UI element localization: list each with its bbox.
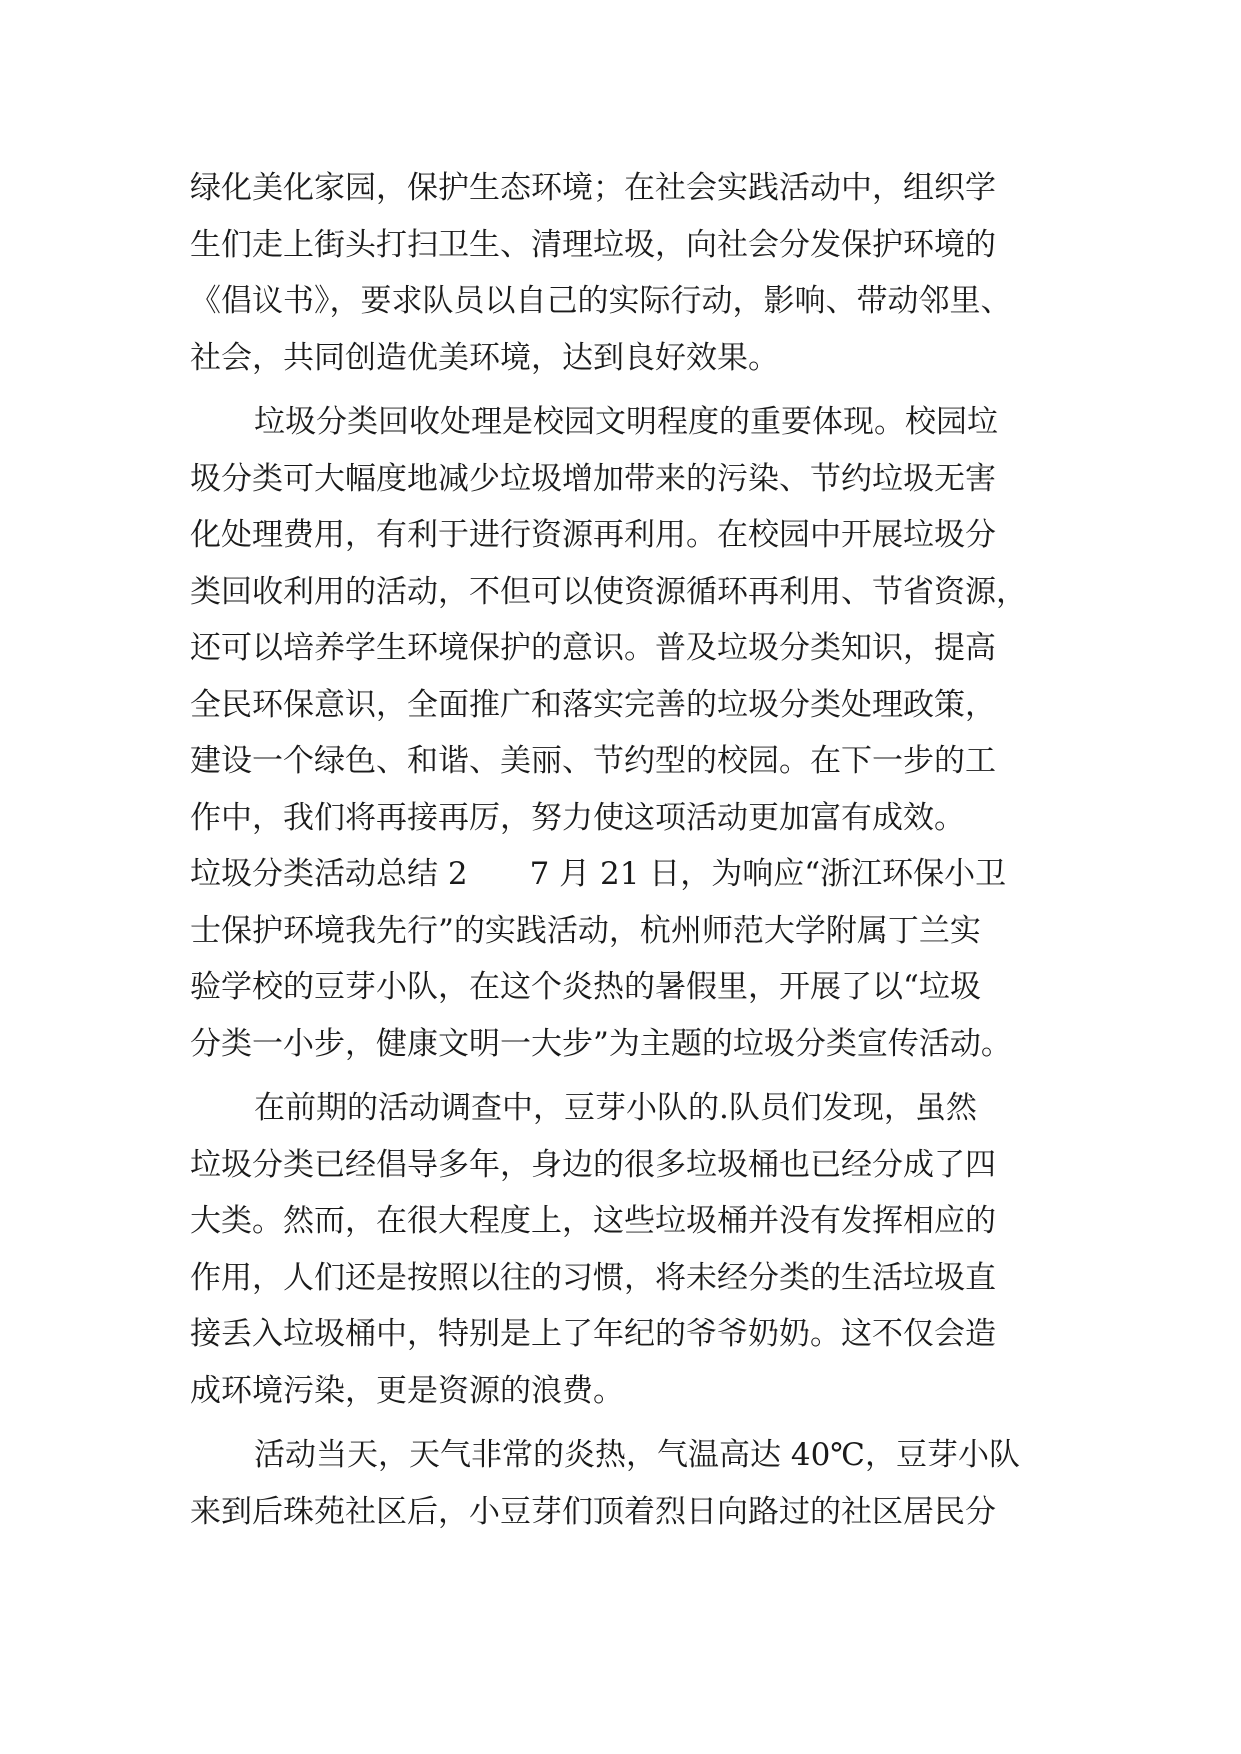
section-heading-line: 垃圾分类活动总结 2 7 月 21 日，为响应“浙江环保小卫 <box>190 856 1007 892</box>
text-line: 化处理费用，有利于进行资源再利用。在校园中开展垃圾分 <box>190 517 996 553</box>
text-line: 还可以培养学生环境保护的意识。普及垃圾分类知识，提高 <box>190 630 996 666</box>
text-line: 作用，人们还是按照以往的习惯，将未经分类的生活垃圾直 <box>190 1259 996 1296</box>
text-line: 《倡议书》，要求队员以自己的实际行动，影响、带动邻里、 <box>190 283 1012 319</box>
text-line: 社会，共同创造优美环境，达到良好效果。 <box>190 339 779 376</box>
text-line: 圾分类可大幅度地减少垃圾增加带来的污染、节约垃圾无害 <box>190 460 996 497</box>
text-line: 绿化美化家园，保护生态环境；在社会实践活动中，组织学 <box>190 170 996 206</box>
text-line: 作中，我们将再接再厉，努力使这项活动更加富有成效。 <box>190 799 965 836</box>
text-line: 生们走上街头打扫卫生、清理垃圾，向社会分发保护环境的 <box>190 226 996 263</box>
text-line: 来到后珠苑社区后，小豆芽们顶着烈日向路过的社区居民分 <box>190 1493 996 1530</box>
text-line: 成环境污染，更是资源的浪费。 <box>190 1372 624 1409</box>
paragraph-first-line: 垃圾分类回收处理是校园文明程度的重要体现。校园垃 <box>254 404 998 440</box>
text-line: 士保护环境我先行”的实践活动，杭州师范大学附属丁兰实 <box>190 912 981 949</box>
paragraph-first-line: 在前期的活动调查中，豆芽小队的.队员们发现，虽然 <box>254 1090 977 1126</box>
text-line: 建设一个绿色、和谐、美丽、节约型的校园。在下一步的工 <box>190 743 996 779</box>
body-text <box>190 160 1090 1540</box>
text-line: 全民环保意识，全面推广和落实完善的垃圾分类处理政策， <box>190 686 996 723</box>
text-line: 接丢入垃圾桶中，特别是上了年纪的爷爷奶奶。这不仅会造 <box>190 1316 996 1352</box>
paragraph-first-line: 活动当天，天气非常的炎热，气温高达 40℃，豆芽小队 <box>254 1437 1020 1473</box>
text-line: 分类一小步，健康文明一大步”为主题的垃圾分类宣传活动。 <box>190 1025 1012 1062</box>
text-line: 大类。然而，在很大程度上，这些垃圾桶并没有发挥相应的 <box>190 1203 996 1239</box>
text-line: 验学校的豆芽小队，在这个炎热的暑假里，开展了以“垃圾 <box>190 969 981 1005</box>
text-line: 垃圾分类已经倡导多年，身边的很多垃圾桶也已经分成了四 <box>190 1146 996 1183</box>
text-line: 类回收利用的活动，不但可以使资源循环再利用、节省资源， <box>190 573 1027 610</box>
